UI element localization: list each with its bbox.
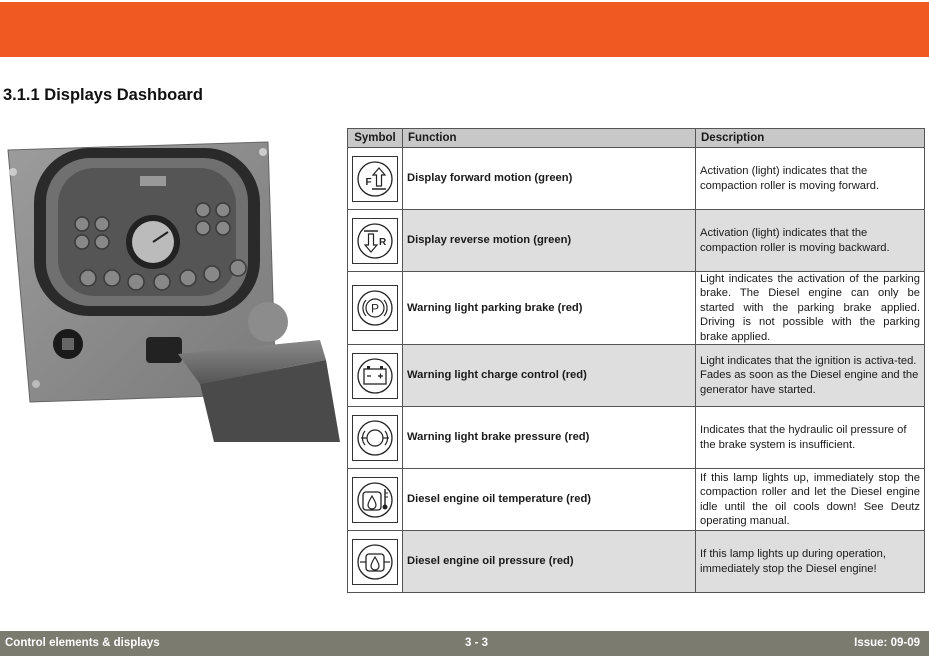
svg-text:F: F bbox=[365, 176, 372, 188]
description-cell: If this lamp lights up during operation, immediately stop the Diesel engine! bbox=[696, 531, 925, 593]
parking-brake-icon bbox=[352, 285, 398, 331]
footer-section-label: Control elements & displays bbox=[5, 637, 160, 649]
description-cell: Activation (light) indicates that the compaction roller is moving forward. bbox=[696, 148, 925, 210]
footer-bar bbox=[0, 631, 929, 656]
table-row bbox=[348, 531, 925, 593]
oil-temperature-icon bbox=[352, 477, 398, 523]
table-header-row bbox=[348, 129, 925, 148]
symbol-cell bbox=[348, 210, 403, 272]
dashboard-photo bbox=[0, 122, 340, 442]
footer-page-number: 3 - 3 bbox=[465, 637, 489, 649]
footer-issue: Issue: 09-09 bbox=[854, 637, 920, 649]
table-row bbox=[348, 272, 925, 345]
symbol-cell bbox=[348, 345, 403, 407]
function-cell: Warning light brake pressure (red) bbox=[403, 407, 696, 469]
oil-pressure-icon bbox=[352, 539, 398, 585]
description-cell: Activation (light) indicates that the compaction roller is moving backward. bbox=[696, 210, 925, 272]
table-row bbox=[348, 148, 925, 210]
symbol-cell bbox=[348, 407, 403, 469]
symbol-cell bbox=[348, 272, 403, 345]
col-header-symbol: Symbol bbox=[348, 129, 403, 148]
symbol-cell bbox=[348, 469, 403, 531]
table-row bbox=[348, 210, 925, 272]
svg-text:R: R bbox=[379, 236, 387, 248]
symbol-cell bbox=[348, 148, 403, 210]
forward-motion-icon bbox=[352, 156, 398, 202]
description-cell: If this lamp lights up, immediately stop the compaction roller and let the Diesel engine idle until the oil cools down! See Deutz operating manual. bbox=[696, 469, 925, 531]
function-cell: Warning light parking brake (red) bbox=[403, 272, 696, 345]
function-cell: Display forward motion (green) bbox=[403, 148, 696, 210]
function-cell: Display reverse motion (green) bbox=[403, 210, 696, 272]
description-cell: Indicates that the hydraulic oil pressure of the brake system is insufficient. bbox=[696, 407, 925, 469]
col-header-function: Function bbox=[403, 129, 696, 148]
table-row bbox=[348, 469, 925, 531]
function-cell: Warning light charge control (red) bbox=[403, 345, 696, 407]
description-cell: Light indicates that the ignition is activa-ted. Fades as soon as the Diesel engine and the generator have started. bbox=[696, 345, 925, 407]
battery-charge-icon bbox=[352, 353, 398, 399]
svg-text:P: P bbox=[371, 301, 380, 316]
function-cell: Diesel engine oil temperature (red) bbox=[403, 469, 696, 531]
description-cell: Light indicates the activation of the parking brake. The Diesel engine can only be started with the parking brake applied. Driving is not possible with the parking brake applied. bbox=[696, 272, 925, 345]
section-title: 3.1.1 Displays Dashboard bbox=[3, 86, 203, 104]
table-row bbox=[348, 345, 925, 407]
symbol-cell bbox=[348, 531, 403, 593]
col-header-description: Description bbox=[696, 129, 925, 148]
function-cell: Diesel engine oil pressure (red) bbox=[403, 531, 696, 593]
table-row bbox=[348, 407, 925, 469]
symbol-table bbox=[347, 128, 925, 593]
reverse-motion-icon bbox=[352, 218, 398, 264]
header-band bbox=[0, 2, 929, 57]
brake-pressure-icon bbox=[352, 415, 398, 461]
